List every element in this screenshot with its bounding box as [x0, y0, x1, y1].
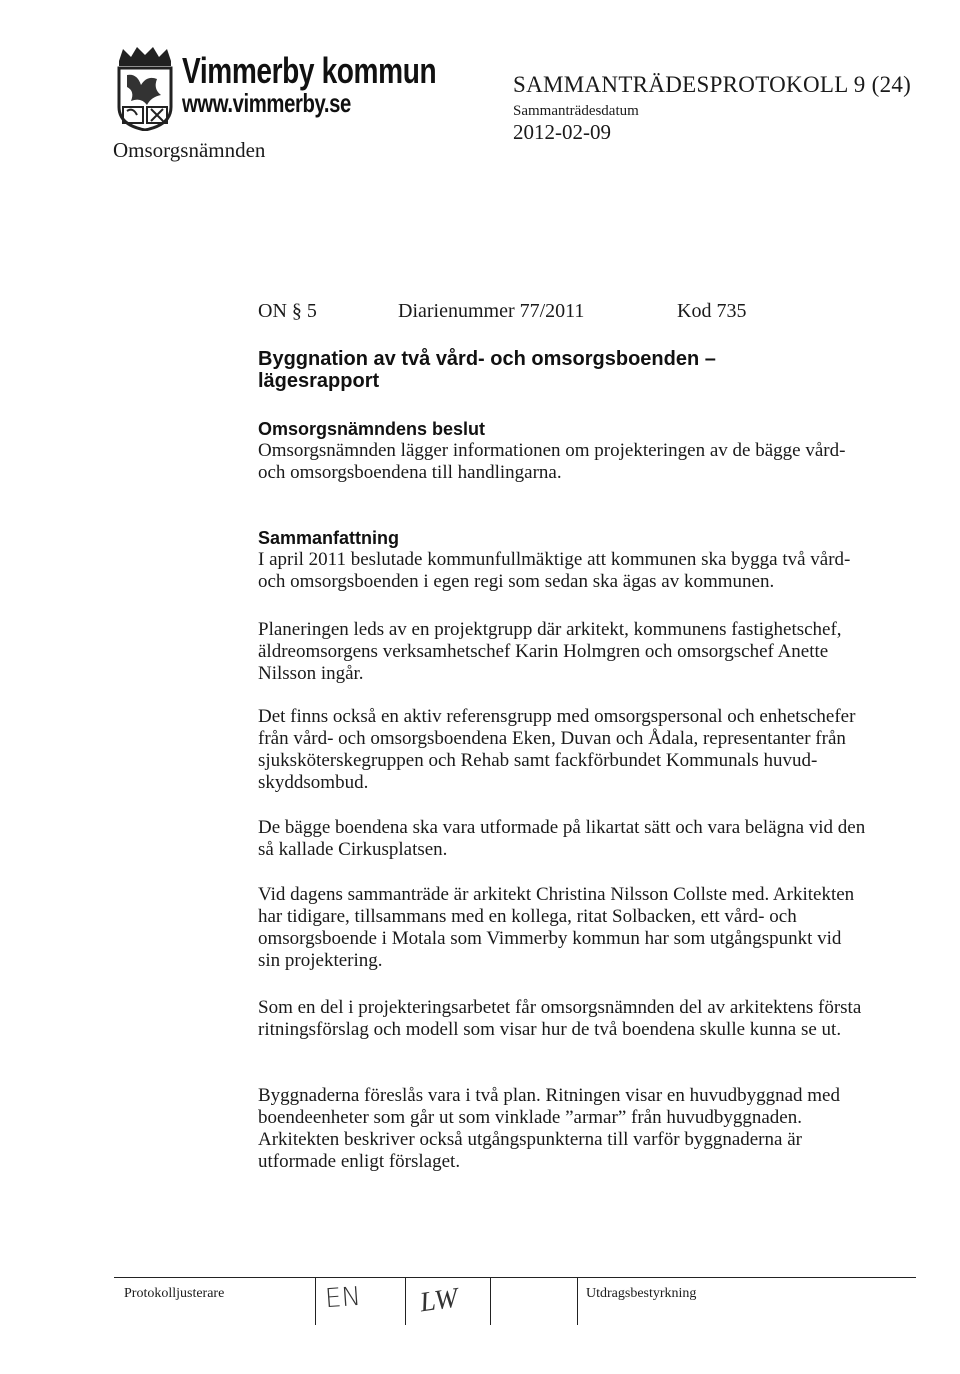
signature-initials-2: LW	[417, 1282, 460, 1319]
summary-paragraph-4: De bägge boendena ska vara utformade på likartat sätt och vara belägna vid den så kallade Cirkusplatsen.	[258, 817, 866, 860]
summary-paragraph-6: Som en del i projekteringsarbetet får omsorgsnämnden del av arkitektens första ritningsförslag och modell som visar hur de två boendena skulle kunna se ut.	[258, 997, 862, 1040]
meeting-date: 2012-02-09	[513, 120, 611, 144]
decision-heading: Omsorgsnämndens beslut	[258, 419, 486, 439]
summary-heading: Sammanfattning	[258, 528, 400, 548]
extract-verification-label: Utdragsbestyrkning	[586, 1286, 697, 1301]
summary-paragraph-7: Byggnaderna föreslås vara i två plan. Ritningen visar en huvudbyggnad med boendeenheter som går ut som vinklade ”armar” från huvudbyggnaden. Arkitekten beskriver också utgångspunkterna till varför byggnaderna är utformade enligt förslaget.	[258, 1085, 840, 1172]
protocol-title: SAMMANTRÄDESPROTOKOLL 9 (24)	[513, 72, 912, 97]
municipality-website: www.vimmerby.se	[182, 88, 351, 118]
meeting-date-label: Sammanträdesdatum	[513, 103, 639, 119]
signature-box-divider	[405, 1277, 406, 1325]
diary-number: Diarienummer 77/2011	[398, 300, 585, 322]
municipality-brand	[182, 52, 436, 116]
signature-box-right-border	[490, 1277, 491, 1325]
extract-box-border	[577, 1277, 578, 1325]
decision-section	[258, 418, 868, 484]
footer-divider	[114, 1277, 916, 1278]
item-title: Byggnation av två vård- och omsorgsboenden – lägesrapport	[258, 348, 716, 392]
paragraph-number: ON § 5	[258, 300, 317, 322]
summary-section	[258, 527, 868, 593]
protocol-adjuster-label: Protokolljusterare	[124, 1286, 225, 1301]
signature-box-left-border	[315, 1277, 316, 1325]
summary-paragraph-3: Det finns också en aktiv referensgrupp med omsorgspersonal och enhetschefer från vård- och omsorgsboendena Eken, Duvan och Ådala, representanter från sjuksköterskegruppen och Rehab samt fackförbundet Kommunals huvud-skyddsombud.	[258, 706, 856, 793]
case-code: Kod 735	[677, 300, 747, 322]
summary-paragraph-2: Planeringen leds av en projektgrupp där arkitekt, kommunens fastighetschef, äldreomsorgens verksamhetschef Karin Holmgren och omsorgschef Anette Nilsson ingår.	[258, 619, 842, 684]
decision-text: Omsorgsnämnden lägger informationen om projekteringen av de bägge vård- och omsorgsboendena till handlingarna.	[258, 440, 846, 483]
summary-paragraph-5: Vid dagens sammanträde är arkitekt Christina Nilsson Collste med. Arkitekten har tidigare, tillsammans med en kollega, ritat Solbacken, ett vård- och omsorgsboende i Motala som Vimmerby kommun har som utgångspunkt vid sin projektering.	[258, 884, 855, 971]
summary-paragraph-1: I april 2011 beslutade kommunfullmäktige att kommunen ska bygga två vård- och omsorgsboenden i egen regi som sedan ska ägas av kommunen.	[258, 549, 851, 592]
municipal-coat-of-arms-logo	[113, 45, 177, 131]
signature-initials-1: EN	[323, 1281, 362, 1315]
department-name: Omsorgsnämnden	[113, 138, 266, 162]
municipality-name: Vimmerby kommun	[182, 50, 437, 91]
